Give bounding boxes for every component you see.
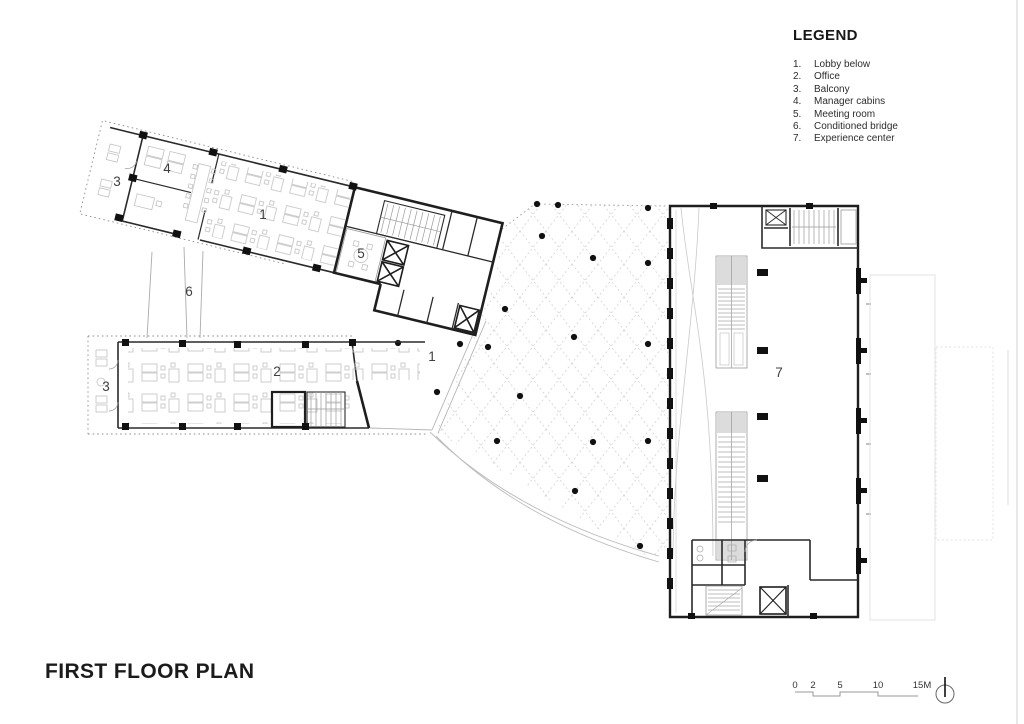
elevators xyxy=(371,240,490,332)
scale-tick-15m: 15M xyxy=(912,680,932,691)
legend-item-number: 6. xyxy=(793,121,802,133)
escalator-lower xyxy=(716,412,747,560)
experience-center xyxy=(667,203,1008,620)
south-stair xyxy=(706,586,742,615)
legend-item-label: Conditioned bridge xyxy=(814,121,898,133)
legend-item xyxy=(793,84,898,96)
upper-balcony-furniture xyxy=(98,144,121,197)
legend xyxy=(793,27,898,146)
legend-item-number: 4. xyxy=(793,96,802,108)
legend-item-label: Lobby below xyxy=(814,59,871,70)
lower-office-wing xyxy=(88,336,432,434)
door-arcs xyxy=(109,360,118,411)
room-label-office: 2 xyxy=(273,364,281,379)
lower-office-desks-east xyxy=(352,348,420,380)
scale-tick-0: 0 xyxy=(792,680,798,691)
scale-tick-5: 5 xyxy=(837,680,843,691)
room-label-bridge: 6 xyxy=(185,284,193,299)
legend-item-label: Manager cabins xyxy=(814,96,886,108)
legend-item xyxy=(793,59,898,71)
room-label-balcony-lower: 3 xyxy=(102,379,110,394)
legend-item xyxy=(793,121,898,133)
legend-item-label: Balcony xyxy=(814,83,850,95)
north-stair-core xyxy=(762,206,858,248)
room-label-manager-cabins: 4 xyxy=(163,161,171,176)
upper-office-wing xyxy=(74,121,504,335)
plan-title: FIRST FLOOR PLAN xyxy=(45,660,255,683)
room-label-meeting-room: 5 xyxy=(357,246,365,261)
room-label-lobby-below: 1 xyxy=(428,349,436,364)
legend-item-label: Meeting room xyxy=(814,108,876,120)
legend-items xyxy=(793,59,898,146)
ramp-lines xyxy=(673,208,713,556)
legend-item xyxy=(793,133,898,145)
scale-bar-line xyxy=(795,692,918,696)
room-label-upper-wing: 1 xyxy=(259,207,267,222)
atrium-lobby-below xyxy=(395,201,668,562)
legend-item-number: 2. xyxy=(793,71,802,83)
legend-title: LEGEND xyxy=(793,27,858,44)
north-arrow-icon xyxy=(936,677,954,703)
south-core xyxy=(692,540,858,617)
legend-item xyxy=(793,96,898,108)
scale-tick-2: 2 xyxy=(810,680,816,691)
legend-item-number: 7. xyxy=(793,133,802,145)
upper-wing-core xyxy=(328,187,503,335)
legend-item-number: 3. xyxy=(793,83,802,95)
room-label-experience-center: 7 xyxy=(775,365,783,380)
east-canopy-outlines xyxy=(870,275,1008,620)
scale-tick-10: 10 xyxy=(872,680,884,691)
escalator-upper xyxy=(716,256,747,368)
conditioned-bridge xyxy=(147,247,203,338)
lower-office-desks xyxy=(128,348,350,424)
legend-item xyxy=(793,71,898,83)
room-label-balcony-upper: 3 xyxy=(113,174,121,189)
legend-item-number: 1. xyxy=(793,59,802,70)
legend-item xyxy=(793,109,898,121)
legend-item-number: 5. xyxy=(793,108,802,120)
legend-item-label: Office xyxy=(814,71,840,83)
upper-office-desks xyxy=(203,161,351,267)
legend-item-label: Experience center xyxy=(814,133,895,145)
scale-bar xyxy=(792,680,931,696)
